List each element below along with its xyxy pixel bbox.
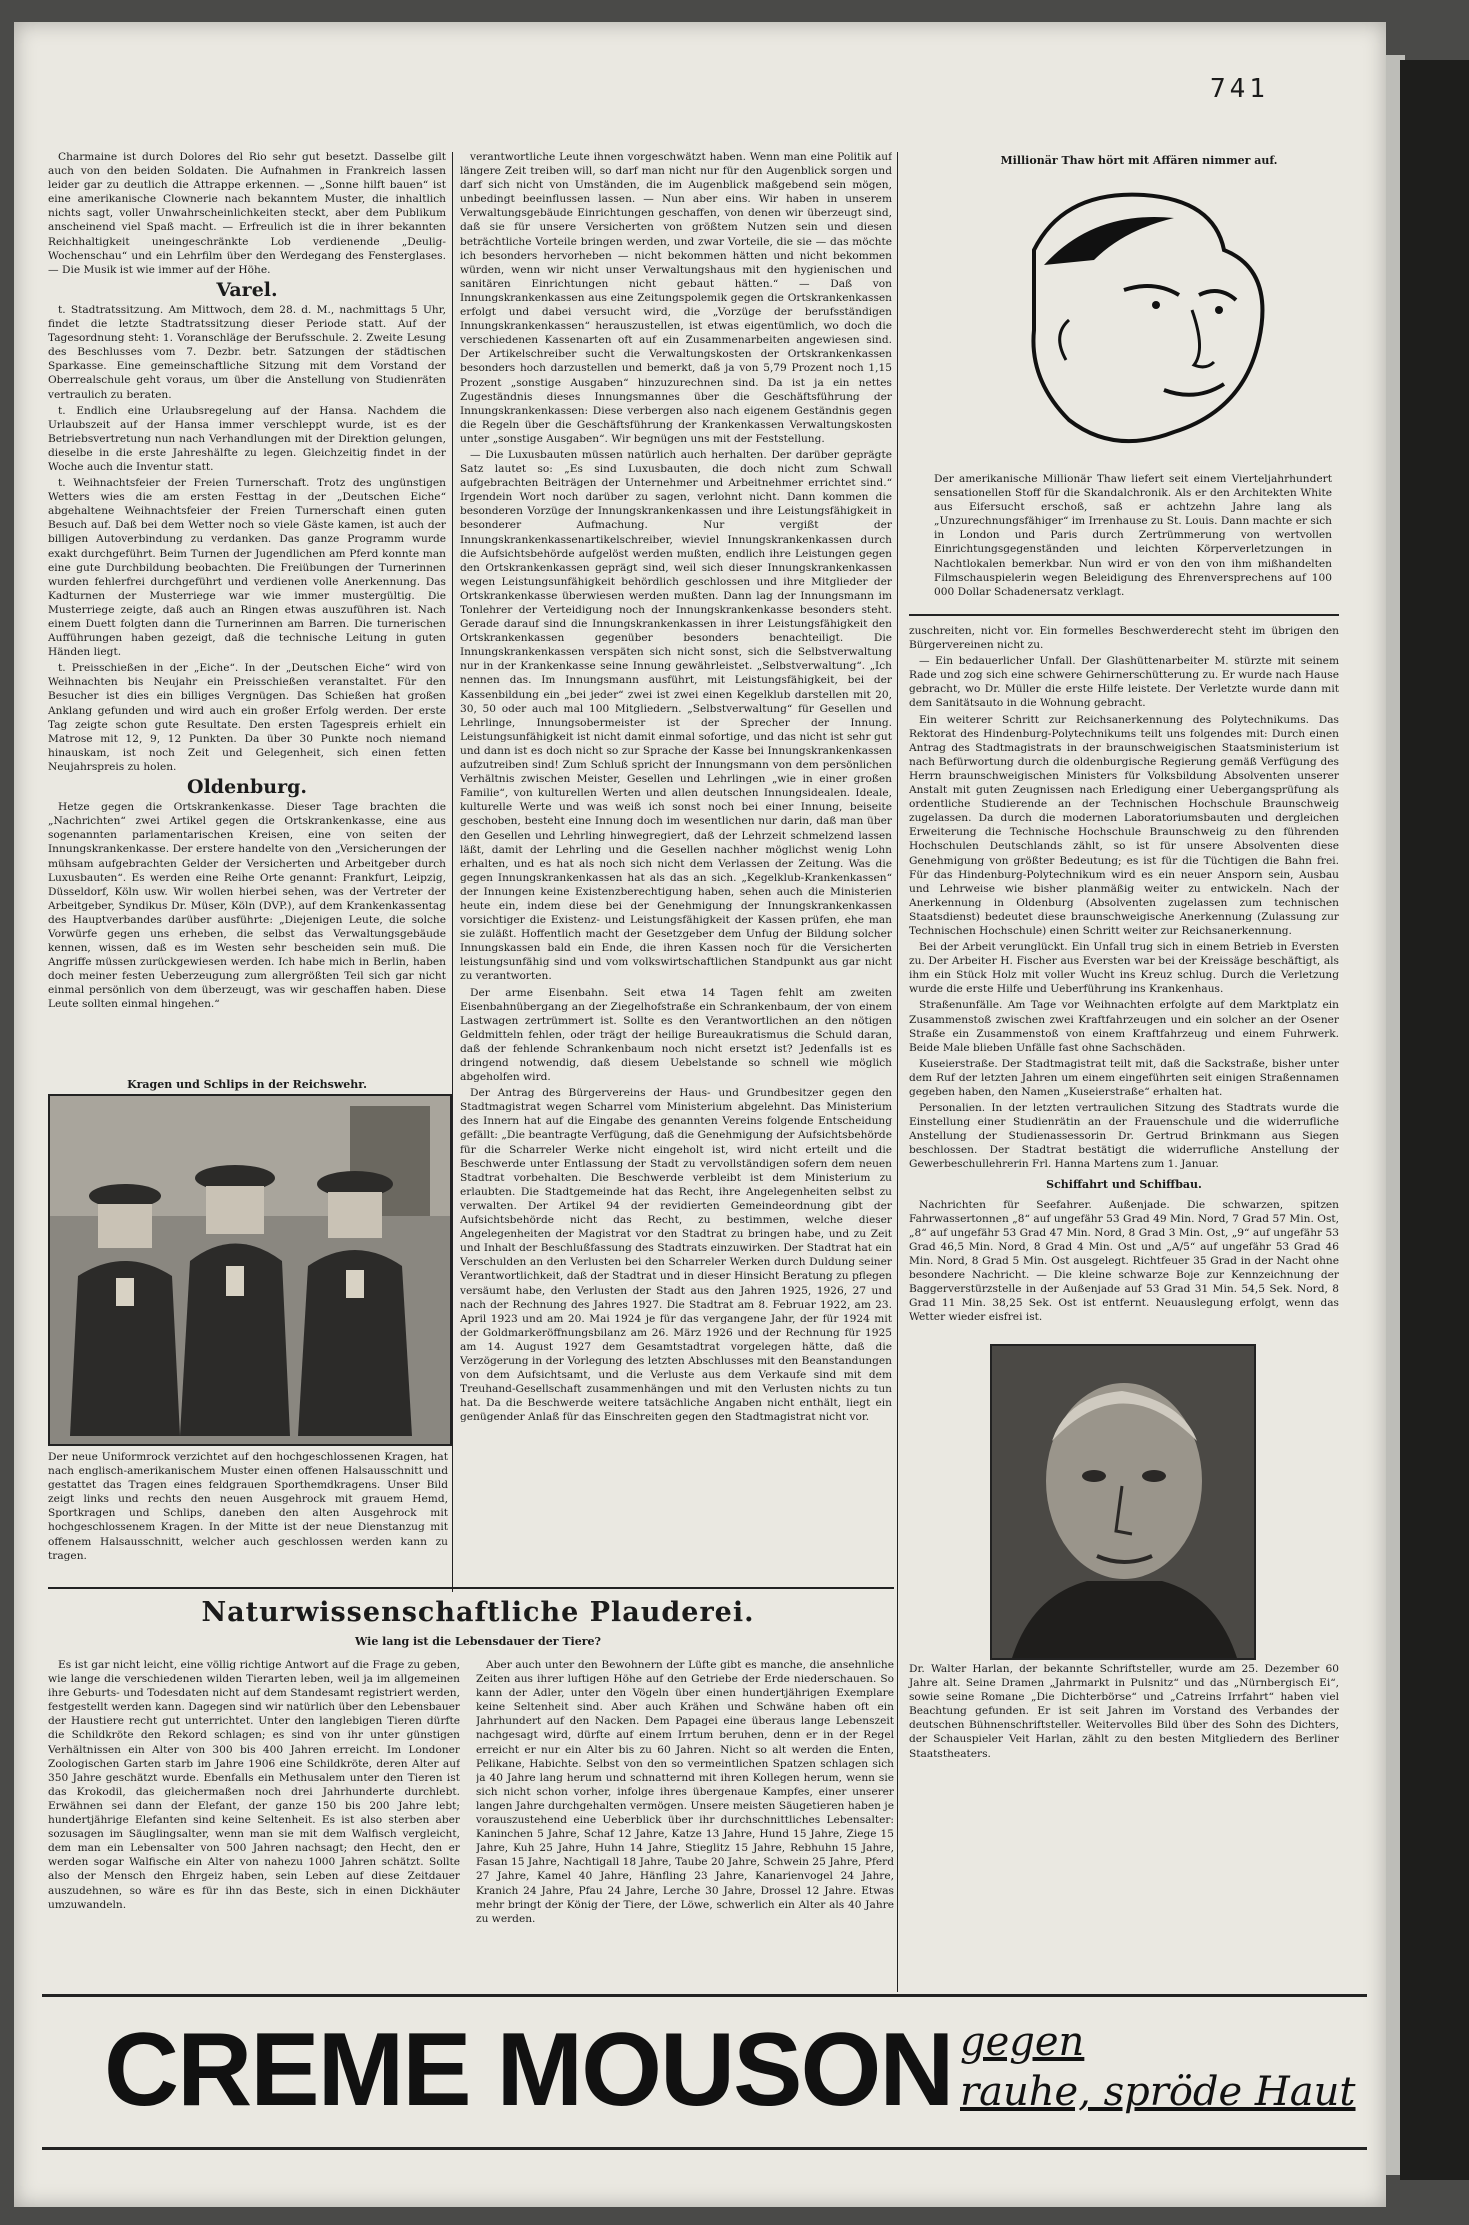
photo-caption-harlan: Dr. Walter Harlan, der bekannte Schriftsteller, wurde am 25. Dezember 60 Jahre alt. Seine Dramen „Jahrmarkt in Pulsnitz“ und das „Nürnbergisch Ei“, sowie seine Romane „Die Dichterbörse“ und „Catreins Irrfahrt“ haben viel Beachtung gefunden. Er ist seit Jahren im Vorstand des Verbandes der deutschen Bühnenschriftsteller. Weitervolles Bild über des Sohn des Dichters, der Schauspieler Veit Harlan, zählt zu den besten Mitgliedern des Berliner Staatstheaters. bbox=[909, 1663, 1339, 1760]
caricature-drawing bbox=[974, 170, 1314, 470]
article-unfall: — Ein bedauerlicher Unfall. Der Glashüttenarbeiter M. stürzte mit seinem Rade und zog sich eine schwere Gehirnerschütterung zu. Er wurde nach Hause gebracht, wo Dr. Müller die erste Hilfe leistete. Der Verletzte wurde dann mit dem Sanitätsauto in die Wohnung gebracht. bbox=[909, 655, 1339, 710]
photo-reichswehr-uniforms bbox=[48, 1094, 452, 1446]
article-eisenbahn: Der arme Eisenbahn. Seit etwa 14 Tagen fehlt am zweiten Eisenbahnübergang an der Ziegelhofstraße ein Schrankenbaum, der von einem Lastwagen zertrümmert ist. Sollte es den Verantwortlichen an den nötigen Geldmitteln fehlen, oder trägt der heilige Bureaukratismus die Schuld daran, daß der fehlende Schrankenbaum noch nicht ersetzt ist? Jedenfalls ist es dringend notwendig, daß diesem Uebelstande so schnell wie möglich abgeholfen wird. bbox=[460, 986, 892, 1084]
cartoon-title-thaw: Millionär Thaw hört mit Affären nimmer auf. bbox=[1000, 154, 1278, 167]
article-ortskrankenkasse-cont: verantwortliche Leute ihnen vorgeschwätzt haben. Wenn man eine Politik auf längere Zeit treiben will, so darf man nicht nur für den Augenblick sorgen und darf sich nicht von Umständen, die im Augenblick maßgebend sein mögen, unbedingt beeinflussen lassen. — Nun aber eins. Wir haben in unserem Verwaltungsgebäude Einrichtungen geschaffen, von denen wir überzeugt sind, daß sie für unsere Versicherten von größtem Nutzen sein und diesen beträchtliche Vorteile bringen werden, und zwar Vorteile, die sie — das möchte ich besonders hervorheben — nicht bekommen hätten und nicht bekommen würden, wenn wir nicht unser Verwaltungshaus mit den hygienischen und sanitären Einrichtungen nicht gebaut hätten.“ — Daß von Innungskrankenkassen aus eine Zeitungspolemik gegen die Ortskrankenkassen erfolgt und dabei versucht wird, die „Vorzüge der berufsständigen Innungskrankenkassen“ herauszustellen, ist etwas eigentümlich, wo doch die verschiedenen Kassenarten oft auf ein Zusammenarbeiten angewiesen sind. Der Artikelschreiber sucht die Verwaltungskosten der Ortskrankenkassen besonders hoch darzustellen und bemerkt, daß ja von 5,79 Prozent noch 1,15 Prozent „sonstige Ausgaben“ hinzuzurechnen sind. Da ist ja ein nettes Zugeständnis dieses Innungsmannes über die Geschäftsführung der Innungskrankenkassen: Diese verbergen also nach eigenem Geständnis gegen die Regeln über die Geschäftsführung der Krankenkassen Verwaltungskosten unter „sonstige Ausgaben“. Wir begnügen uns mit der Feststellung. bbox=[460, 151, 892, 445]
plauderei-text-left: Es ist gar nicht leicht, eine völlig richtige Antwort auf die Frage zu geben, wie lange die verschiedenen wilden Tierarten leben, weil ja im allgemeinen ihre Geburts- und Todesdaten nicht auf dem Standesamt registriert werden, festgestellt werden kann. Dagegen sind wir natürlich über den Lebensbauer der Haustiere recht gut unterrichtet. Unter den langlebigen Tieren dürfte die Schildkröte den Rekord schlagen; es sind von ihr unter günstigen Verhältnissen ein Alter von 300 bis 400 Jahren erreicht. Im Londoner Zoologischen Garten starb im Jahre 1906 eine Schildkröte, deren Alter auf 350 Jahre geschätzt wurde. Ebenfalls ein Methusalem unter den Tieren ist das Krokodil, das gleichermaßen noch drei Jahrhunderte durchlebt. Erwähnen sei dann der Elefant, der ganze 150 bis 200 Jahre lebt; hundertjährige Elefanten sind keine Seltenheit. Es ist also sterben aber sozusagen im Säuglingsalter, wenn man sie mit dem Walfisch vergleicht, dem man ein Lebensalter von 500 Jahren nachsagt; den Hecht, den er werden sogar Walfische ein Alter von nahezu 1000 Jahren schätzt. Sollte also der Mensch den Ehrgeiz haben, sein Leben auf diese Zeitdauer auszudehnen, so wäre es für ihn das Beste, sich in einen Dickhäuter umzuwandeln. bbox=[48, 1659, 460, 1911]
plauderei-left bbox=[48, 1658, 460, 1983]
article-hetze: Hetze gegen die Ortskrankenkasse. Dieser Tage brachten die „Nachrichten“ zwei Artikel gegen die Ortskrankenkasse, eine aus sogenannten parlamentarischen Kreisen, eine von seiten der Innungskrankenkasse. Der erstere handelte von den „Versicherungen der mühsam aufgebrachten Gelder der Versicherten und Arbeitgeber durch Luxusbauten“. Es werden eine Reihe Orte genannt: Frankfurt, Leipzig, Düsseldorf, Köln usw. Wir wollen hierbei sehen, was der Vertreter der Arbeitgeber, Syndikus Dr. Müser, Köln (DVP.), auf dem Krankenkassentag des Hauptverbandes darüber ausführte: „Diejenigen Leute, die solche Vorwürfe gegen uns erheben, die selbst das Verwaltungsgebäude kennen, wissen, daß es im Westen sehr bescheiden sein muß. Die Angriffe müssen zurückgewiesen werden. Ich habe mich in Berlin, haben doch meiner festen Ueberzeugung zum allergrößten Teil sich gar nicht einmal persönlich von dem überzeugt, was wir geschaffen haben. Diese Leute sollten einmal hingehen.“ bbox=[48, 801, 446, 1011]
article-film-end: Charmaine ist durch Dolores del Rio sehr gut besetzt. Dasselbe gilt auch von den beiden Soldaten. Die Aufnahmen in Frankreich lassen leider gar zu deutlich die Attrappe erkennen. — „Sonne hilft bauen“ ist eine amerikanische Clownerie nach bekanntem Muster, die inhaltlich nichts sagt, voller Unwahrscheinlichkeiten steckt, aber dem Publikum anscheinend viel Spaß macht. — Erfreulich ist die in ihrer bekannten Reichhaltigkeit uneingeschränkte Lob verdienende „Deulig-Wochenschau“ und ein Lehrfilm über den Werdegang des Fensterglases. — Die Musik ist wie immer auf der Höhe. bbox=[48, 151, 446, 276]
cartoon-rule bbox=[909, 614, 1339, 616]
column-rule-1 bbox=[452, 152, 453, 1592]
ad-brand: CREME MOUSON bbox=[104, 2012, 953, 2128]
article-personalien: Personalien. In der letzten vertraulichen Sitzung des Stadtrats wurde die Einstellung einer Studienrätin an der Frauenschule und die widerrufliche Anstellung der Studienassessorin Dr. Gertrud Brinkmann aus Siegen beschlossen. Der Stadtrat bestätigt die widerrufliche Anstellung der Gewerbeschullehrerin Frl. Hanna Martens zum 1. Januar. bbox=[909, 1102, 1339, 1171]
portrait-illustration bbox=[992, 1346, 1254, 1658]
article-luxusbauten: — Die Luxusbauten müssen natürlich auch herhalten. Der darüber geprägte Satz lautet so: „Es sind Luxusbauten, die doch nicht zum Schwall aufgebrachten Beiträgen der Unternehmer und Arbeitnehmer errichtet sind.“ Irgendein Wort noch darüber zu sagen, verlohnt nicht. Dann kommen die besonderen Vorzüge der Innungskrankenkassen und ihre Leistungsfähigkeit in besonderer Aufmachung. Nur vergißt der Innungskrankenkassenartikelschreiber, wieviel Innungskrankenkassen durch die Aufsichtsbehörde aufgelöst werden mußten, endlich ihre Leistungen gegen den Ortskrankenkassen geprägt sind, weil sich dieser Innungskrankenkassen wegen Leistungsunfähigkeit behördlich geschlossen und ihre Mitglieder der Ortskrankenkasse überwiesen werden mußten. Dann lag der Innungsmann im Tonlehrer der Verteidigung noch der Innungskrankenkasse besonders steht. Gerade darauf sind die Innungskrankenkassen in ihrer Leistungsfähigkeit den Ortskrankenkassen gegenüber besonders benachteiligt. Die Innungskrankenkassen verspäten sich nicht sonst, sich die Selbstverwaltung nur in der Krankenkasse seine Innung gewährleistet. „Selbstverwaltung“. „Ich nennen das. Im Innungsmann ausführt, mit Leistungsfähigkeit, bei der Kassenbildung ein „bei jeder“ zwei ist zwei einen Kegelklub darstellen mit 20, 30, 50 oder auch mal 100 Mitgliedern. „Selbstverwaltung“ für Gesellen und Lehrlinge, Innungsobermeister ist der Sprecher der Innung. Leistungsunfähigkeit ist nicht damit einmal sofortige, und das nicht ist sehr gut und dann ist es doch nicht so zur Sprache der Kasse bei Innungskrankenkassen aufzutreiben sind! Zum Schluß spricht der Innungsmann von dem persönlichen Verhältnis zwischen Meister, Gesellen und Lehrlingen „wie in einer großen Familie“, von kulturellen Werten und allen deutschen Innungsidealen. Ideale, kulturelle Werte und was weiß ich sonst noch bei einer Innung, beiseite geschoben, besteht eine Innung doch im wesentlichen nur darin, daß man über den Gesellen und Lehrling hinwegregiert, daß der Lehrzeit schmelzend lassen läßt, damit der Lehrling und die Gesellen nachher möglichst wenig Lohn erhalten, und es hat als noch sich nicht dem Verlassen der Zeitung. Was die gegen Innungskrankenkassen hat als das an sich. „Kegelklub-Krankenkassen“ der Innungen keine Existenzberechtigung haben, sehen auch die Ministerien heute ein, indem diese bei der Genehmigung der Innungskrankenkassen vorsichtiger die Existenz- und Leistungsfähigkeit der Kassen prüfen, ehe man sie zuläßt. Hoffentlich macht der Gesetzgeber dem Unfug der Bildung solcher Innungskassen bald ein Ende, die ihren Kassen noch für die Versicherten leistungsunfähig sind und vom volkswirtschaftlichen Standpunkt aus gar nicht zu verantworten. bbox=[460, 448, 892, 983]
advertisement-creme-mouson bbox=[42, 1994, 1367, 2150]
article-kuseierstrasse: Kuseierstraße. Der Stadtmagistrat teilt mit, daß die Sackstraße, bisher unter dem Ruf der letzten Jahren um einem eingeführten seit einigen Straßennamen gegeben haben, den Namen „Kuseierstraße“ erhalten hat. bbox=[909, 1057, 1339, 1098]
plauderei-right bbox=[476, 1658, 894, 1983]
photo-title-reichswehr: Kragen und Schlips in der Reichswehr. bbox=[127, 1078, 367, 1091]
subheading-lebensdauer: Wie lang ist die Lebensdauer der Tiere? bbox=[355, 1635, 601, 1648]
article-beschwerde-end: zuschreiten, nicht vor. Ein formelles Beschwerderecht steht im übrigen den Bürgervereinen nicht zu. bbox=[909, 625, 1339, 652]
column-1 bbox=[48, 150, 446, 1125]
column-2 bbox=[460, 150, 892, 1590]
heading-oldenburg: Oldenburg. bbox=[187, 776, 307, 799]
ad-slogan-line1: gegen bbox=[960, 2019, 1085, 2065]
column-3 bbox=[909, 624, 1339, 1324]
article-arbeitsunfall: Bei der Arbeit verunglückt. Ein Unfall trug sich in einem Betrieb in Eversten zu. Der Arbeiter H. Fischer aus Eversten war bei der Kreissäge beschäftigt, als ihm ein Stück Holz mit voller Wucht ins Kreuz schlug. Durch die Verletzung wurde die erste Hilfe und Ueberführung ins Krankenhaus. bbox=[909, 941, 1339, 996]
cartoon-thaw bbox=[974, 170, 1314, 470]
article-urlaubsregelung: t. Endlich eine Urlaubsregelung auf der Hansa. Nachdem die Urlaubszeit auf der Hansa immer verschleppt wurde, ist es der Betriebsvertretung nun nach Verhandlungen mit der Direktion gelungen, dieselbe in die erste Jahreshälfte zu legen. Gleichzeitig findet in der Woche auch die Inventur statt. bbox=[48, 404, 446, 473]
soldiers-illustration bbox=[50, 1096, 450, 1444]
newspaper-page bbox=[14, 22, 1386, 2207]
cartoon-caption-thaw: Der amerikanische Millionär Thaw liefert seit einem Vierteljahrhundert sensationellen Stoff für die Skandalchronik. Als er den Architekten White aus Eifersucht erschoß, saß er achtzehn Jahre lang als „Unzurechnungsfähiger“ im Irrenhause zu St. Louis. Dann machte er sich in London und Paris durch Zertrümmerung von wertvollen Einrichtungsgegenständen und leichten Körperverletzungen in Nachtlokalen bemerkbar. Nun wird er von den von ihm mißhandelten Filmschauspielerin wegen Beleidigung des Ehrenversprechens auf 100 000 Dollar Schadenersatz verklagt. bbox=[934, 473, 1332, 598]
scan-background bbox=[1400, 60, 1469, 2180]
heading-plauderei: Naturwissenschaftliche Plauderei. bbox=[201, 1597, 755, 1628]
ad-slogan bbox=[960, 2017, 1356, 2117]
article-polytechnikum: Ein weiterer Schritt zur Reichsanerkennung des Polytechnikums. Das Rektorat des Hindenburg-Polytechnikums teilt uns folgendes mit: Durch einen Antrag des Stadtmagistrats in der braunschweigischen Staatsministerium ist nach Befürwortung durch die oldenburgische Regierung gemäß Verfügung des Herrn braunschweigischen Ministers für Volksbildung Absolventen unserer Anstalt mit guten Zeugnissen nach Erledigung einer Uebergangsprüfung als ordentliche Studierende an der Technischen Hochschule Braunschweig zugelassen. Da durch die modernen Laboratoriumsbauten und dergleichen Erweiterung die Technische Hochschule Braunschweig zu den führenden Hochschulen Deutschlands zählt, so ist für unsere Absolventen diese Genehmigung von größter Bedeutung; es ist für die Tüchtigen die Bahn frei. Für das Hindenburg-Polytechnikum wird es ein neuer Ansporn sein, Ausbau und Lehrweise wie bisher planmäßig weiter zu entwickeln. Nach der Anerkennung in Oldenburg (Absolventen zugelassen zum technischen Staatsdienst) bedeutet diese braunschweigische Anerkennung (Zulassung zur Technischen Hochschule) einen Schritt weiter zur Reichsanerkennung. bbox=[909, 713, 1339, 937]
article-preisschiessen: t. Preisschießen in der „Eiche“. In der „Deutschen Eiche“ wird von Weihnachten bis Neujahr ein Preisschießen veranstaltet. Für den Besucher ist dies ein billiges Vergnügen. Das Schießen hat großen Anklang gefunden und wird auch ein großer Erfolg werden. Der erste Tag zeigte schon gute Resultate. Den ersten Tagespreis erhielt ein Matrose mit 12, 9, 12 Punkten. Da über 30 Punkte noch niemand hinauskam, ist noch Zeit und Gelegenheit, sich einen fetten Neujahrspreis zu holen. bbox=[48, 662, 446, 773]
ad-slogan-line2: rauhe, spröde Haut bbox=[960, 2069, 1356, 2115]
article-seefahrer: Nachrichten für Seefahrer. Außenjade. Die schwarzen, spitzen Fahrwassertonnen „8“ auf ungefähr 53 Grad 49 Min. Nord, 7 Grad 57 Min. Ost, „8“ auf ungefähr 53 Grad 47 Min. Nord, 8 Grad 3 Min. Ost, „9“ auf ungefähr 53 Grad 46,5 Min. Nord, 8 Grad 4 Min. Ost und „A/5“ auf ungefähr 53 Grad 46 Min. Nord, 8 Grad 5 Min. Ost ausgelegt. Richtfeuer 35 Grad in der Nacht ohne besondere Nachricht. — Die kleine schwarze Boje zur Kennzeichnung der Baggerverstürzstelle in der Außenjade auf 53 Grad 31 Min. 54,5 Sek. Nord, 8 Grad 11 Min. 38,25 Sek. Ost ist entfernt. Neuauslegung erfolgt, wenn das Wetter wieder eisfrei ist. bbox=[909, 1198, 1339, 1324]
article-weihnachtsfeier: t. Weihnachtsfeier der Freien Turnerschaft. Trotz des ungünstigen Wetters wies die am ersten Festtag in der „Deutschen Eiche“ abgehaltene Weihnachtsfeier der Freien Turnerschaft einen guten Besuch auf. Daß bei dem Wetter noch so viele Gäste kamen, ist auch der billigen Autoverbindung zu verdanken. Das ganze Programm wurde exakt durchgeführt. Beim Turnen der Jugendlichen am Pferd konnte man eine gute Durchbildung beobachten. Die Freiübungen der Turnerinnen wurden fehlerfrei durchgeführt und verdienen volle Anerkennung. Das Kadturnen der Musterriege war wie immer mustergültig. Die Musterriege zeigte, daß auch an Ringen etwas auszuführen ist. Nach einem Duett folgten dann die Turnerinnen am Barren. Die turnerischen Aufführungen haben gezeigt, daß die technische Leitung in guten Händen liegt. bbox=[48, 477, 446, 659]
column-rule-2 bbox=[897, 152, 898, 1992]
plauderei-text-right: Aber auch unter den Bewohnern der Lüfte gibt es manche, die ansehnliche Zeiten aus ihrer luftigen Höhe auf den Getriebe der Erde niederschauen. So kann der Adler, unter den Vögeln über einen hundertjährigen Exemplare keine Seltenheit sind. Aber auch Krähen und Schwäne haben oft ein Jahrhundert auf den Nacken. Dem Papagei eine überaus lange Lebenszeit nachgesagt wird, dürfte auf einem Irrtum beruhen, denn er in der Regel erreicht er nur ein Alter bis zu 60 Jahren. Nicht so alt werden die Enten, Pelikane, Habichte. Selbst von den so vermeintlichen Spatzen schlagen sich ja 40 Jahre lang herum und schnatternd mit ihren Kollegen herum, wenn sie sich nicht schon vorher, infolge ihres übergenaue Kampfes, einer unserer langen Jahre durchgehalten vermögen. Unsere meisten Säugetieren haben je vorauszustehend eine Ueberblick über ihr durchschnittliches Lebensalter: Kaninchen 5 Jahre, Schaf 12 Jahre, Katze 13 Jahre, Hund 15 Jahre, Ziege 15 Jahre, Kuh 25 Jahre, Huhn 14 Jahre, Stieglitz 15 Jahre, Rebhuhn 15 Jahre, Fasan 15 Jahre, Nachtigall 18 Jahre, Taube 20 Jahre, Schwein 25 Jahre, Pferd 27 Jahre, Kamel 40 Jahre, Hänfling 23 Jahre, Kanarienvogel 24 Jahre, Kranich 24 Jahre, Pfau 24 Jahre, Lerche 30 Jahre, Drossel 12 Jahre. Etwas mehr bringt der König der Tiere, der Löwe, schwerlich ein Alter als 40 Jahre zu werden. bbox=[476, 1659, 894, 1925]
plauderei-rule bbox=[48, 1587, 894, 1589]
article-stadtratssitzung: t. Stadtratssitzung. Am Mittwoch, dem 28. d. M., nachmittags 5 Uhr, findet die letzte Stadtratssitzung dieser Periode statt. Auf der Tagesordnung steht: 1. Voranschläge der Berufsschule. 2. Zweite Lesung des Beschlusses vom 7. Dezbr. betr. Satzungen der städtischen Sparkasse. Eine gemeinschaftliche Sitzung mit dem Vorstand der Oberrealschule geht voraus, um über die Anstellung von Studienräten vertraulich zu beraten. bbox=[48, 303, 446, 401]
heading-schiffahrt: Schiffahrt und Schiffbau. bbox=[1046, 1177, 1202, 1191]
article-strassenunfaelle: Straßenunfälle. Am Tage vor Weihnachten erfolgte auf dem Marktplatz ein Zusammenstoß zwischen zwei Kraftfahrzeugen und ein solcher an der Osener Straße ein Zusammenstoß von einem Kraftfahrzeug und einem Fuhrwerk. Beide Male blieben Unfälle fast ohne Sachschäden. bbox=[909, 999, 1339, 1054]
article-buergerverein: Der Antrag des Bürgervereins der Haus- und Grundbesitzer gegen den Stadtmagistrat wegen Scharrel vom Ministerium abgelehnt. Das Ministerium des Innern hat auf die Eingabe des genannten Vereins folgende Entscheidung gefällt: „Die beantragte Verfügung, daß die Genehmigung der Aufsichtsbehörde für die Scharreler Werke nicht eingeholt ist, wird nicht erteilt und die Beschwerde unter Entlassung der Stadt zu vervollständigen sofern dem neuen Stadtrat vorbehalten. Die Beschwerde verbleibt ist dem Ministerium zu erlaubten. Die Stadtgemeinde hat das Recht, ihre Angelegenheiten selbst zu verwalten. Der Artikel 94 der revidierten Gemeindeordnung gibt der Aufsichtsbehörde nicht das Recht, zu bestimmen, welche dieser Angelegenheiten der Magistrat vor den Stadtrat zu bringen habe, und zu Zeit und Inhalt der Beschlußfassung des Stadtrats einzuwirken. Der Stadtrat hat ein Verschulden an den Verlusten bei den Scharreler Werken durch Duldung seiner Verantwortlichkeit, daß der Stadtrat und in dieser Hinsicht Beratung zu pflegen versäumt habe, den Verlusten der Stadt aus den Jahren 1925, 1926, 27 und nach der Rechnung des Jahres 1927. Die Stadtrat am 8. Februar 1922, am 23. April 1923 und am 20. Mai 1924 je für das vergangene Jahr, der für 1924 mit der Goldmarkeröffnungsbilanz am 26. März 1926 und der Rechnung für 1925 am 14. August 1927 dem Gesamtstadtrat vorgelegen hätte, daß die Verzögerung in der Vorlegung des letzten Abschlusses mit den Beanstandungen von dem Aufsichtsamt, und die Verluste aus dem Verkaufe sind mit dem Treuhand-Gesellschaft zusammenhängen und mit den Verlusten nichts zu tun hat. Da die Beschwerde weitere tatsächliche Angaben nicht enthält, liegt ein genügender Anlaß für das Einschreiten gegen den Stadtmagistrat nicht vor. bbox=[460, 1087, 892, 1424]
page-number: 741 bbox=[1210, 74, 1269, 104]
heading-varel: Varel. bbox=[216, 278, 278, 301]
photo-walter-harlan bbox=[990, 1344, 1256, 1660]
photo-caption-reichswehr: Der neue Uniformrock verzichtet auf den hochgeschlossenen Kragen, hat nach englisch-amerikanischem Muster einen offenen Halsausschnitt und gestattet das Tragen eines feldgrauen Sporthemdkragens. Unser Bild zeigt links und rechts den neuen Ausgehrock mit grauem Hemd, Sportkragen und Schlips, daneben den alten Ausgehrock mit hochgeschlossenem Kragen. In der Mitte ist der neue Dienstanzug mit offenem Halsausschnitt, welcher auch geschlossen werden kann zu tragen. bbox=[48, 1451, 448, 1562]
